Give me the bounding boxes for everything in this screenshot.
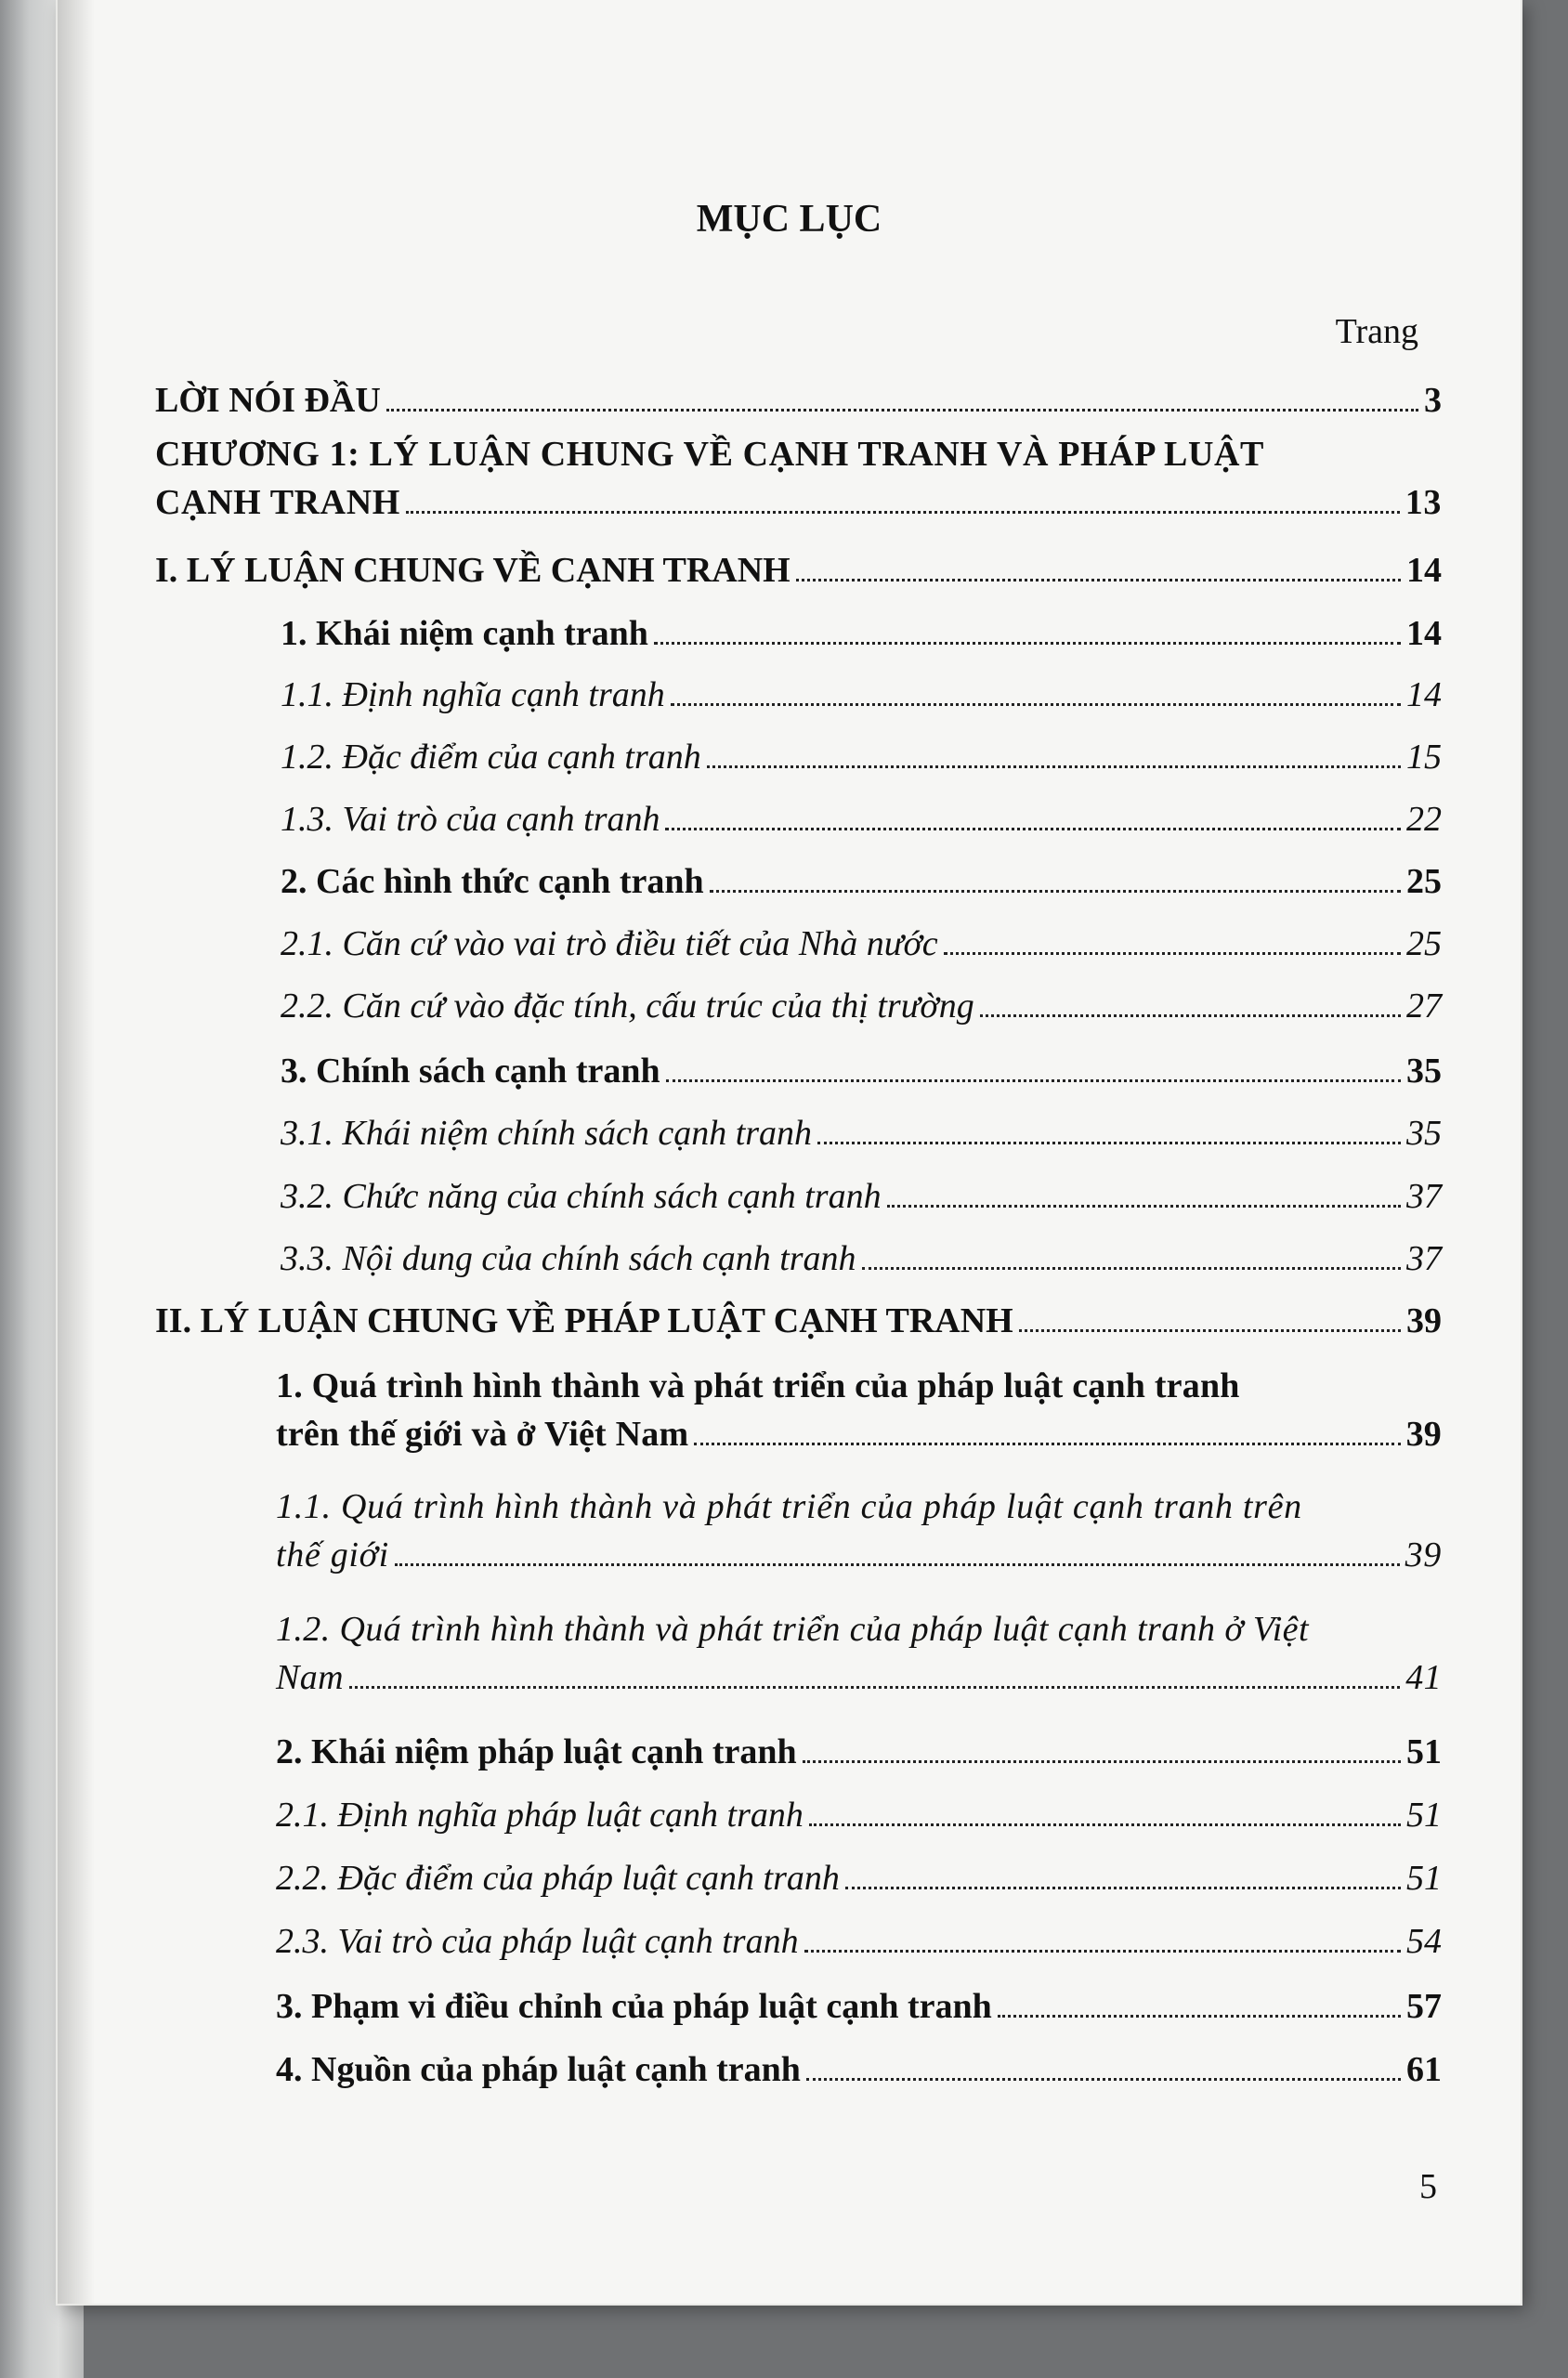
toc-entry: 1. Quá trình hình thành và phát triển của pháp luật cạnh tranh trên thế giới và ở Việt Nam 39 xyxy=(276,1366,1442,1454)
toc-entry: 2.2. Căn cứ vào đặc tính, cấu trúc của thị trường 27 xyxy=(281,986,1442,1026)
toc-entry: 3.1. Khái niệm chính sách cạnh tranh 35 xyxy=(281,1114,1442,1153)
book-page xyxy=(58,0,1521,2304)
toc-entry-section: I. LÝ LUẬN CHUNG VỀ CẠNH TRANH 14 xyxy=(155,551,1442,590)
toc-entry-section: II. LÝ LUẬN CHUNG VỀ PHÁP LUẬT CẠNH TRANH 39 xyxy=(155,1301,1442,1340)
toc-entry: 1.2. Quá trình hình thành và phát triển của pháp luật cạnh tranh ở Việt Nam 41 xyxy=(276,1610,1442,1697)
toc-entry: 2.1. Định nghĩa pháp luật cạnh tranh 51 xyxy=(276,1796,1442,1835)
toc-entry: 3. Phạm vi điều chỉnh của pháp luật cạnh tranh 57 xyxy=(276,1987,1442,2026)
toc-entry: LỜI NÓI ĐẦU 3 xyxy=(155,381,1442,420)
toc-entry: 1. Khái niệm cạnh tranh 14 xyxy=(281,614,1442,653)
toc-entry: 1.1. Định nghĩa cạnh tranh 14 xyxy=(281,675,1442,714)
toc-entry: 3. Chính sách cạnh tranh 35 xyxy=(281,1052,1442,1091)
toc-entry: 1.3. Vai trò của cạnh tranh 22 xyxy=(281,800,1442,839)
toc-entry: 1.1. Quá trình hình thành và phát triển của pháp luật cạnh tranh trên thế giới 39 xyxy=(276,1487,1442,1574)
page-gutter-shadow xyxy=(58,0,95,2304)
toc-entry: 3.2. Chức năng của chính sách cạnh tranh 37 xyxy=(281,1177,1442,1216)
toc-entry-chapter: CHƯƠNG 1: LÝ LUẬN CHUNG VỀ CẠNH TRANH VÀ PHÁP LUẬT CẠNH TRANH 13 xyxy=(155,435,1442,522)
page-column-label: Trang xyxy=(1335,312,1418,351)
toc-entry: 2.1. Căn cứ vào vai trò điều tiết của Nhà nước 25 xyxy=(281,924,1442,963)
page-number: 5 xyxy=(1419,2167,1437,2206)
toc-entry: 2.2. Đặc điểm của pháp luật cạnh tranh 51 xyxy=(276,1859,1442,1898)
toc-entry: 2.3. Vai trò của pháp luật cạnh tranh 54 xyxy=(276,1922,1442,1961)
toc-entry: 2. Khái niệm pháp luật cạnh tranh 51 xyxy=(276,1732,1442,1771)
toc-entry: 2. Các hình thức cạnh tranh 25 xyxy=(281,862,1442,901)
toc-entry: 1.2. Đặc điểm của cạnh tranh 15 xyxy=(281,738,1442,777)
toc-entry: 3.3. Nội dung của chính sách cạnh tranh 37 xyxy=(281,1239,1442,1278)
toc-title: MỤC LỤC xyxy=(696,198,882,241)
toc-entry: 4. Nguồn của pháp luật cạnh tranh 61 xyxy=(276,2050,1442,2089)
